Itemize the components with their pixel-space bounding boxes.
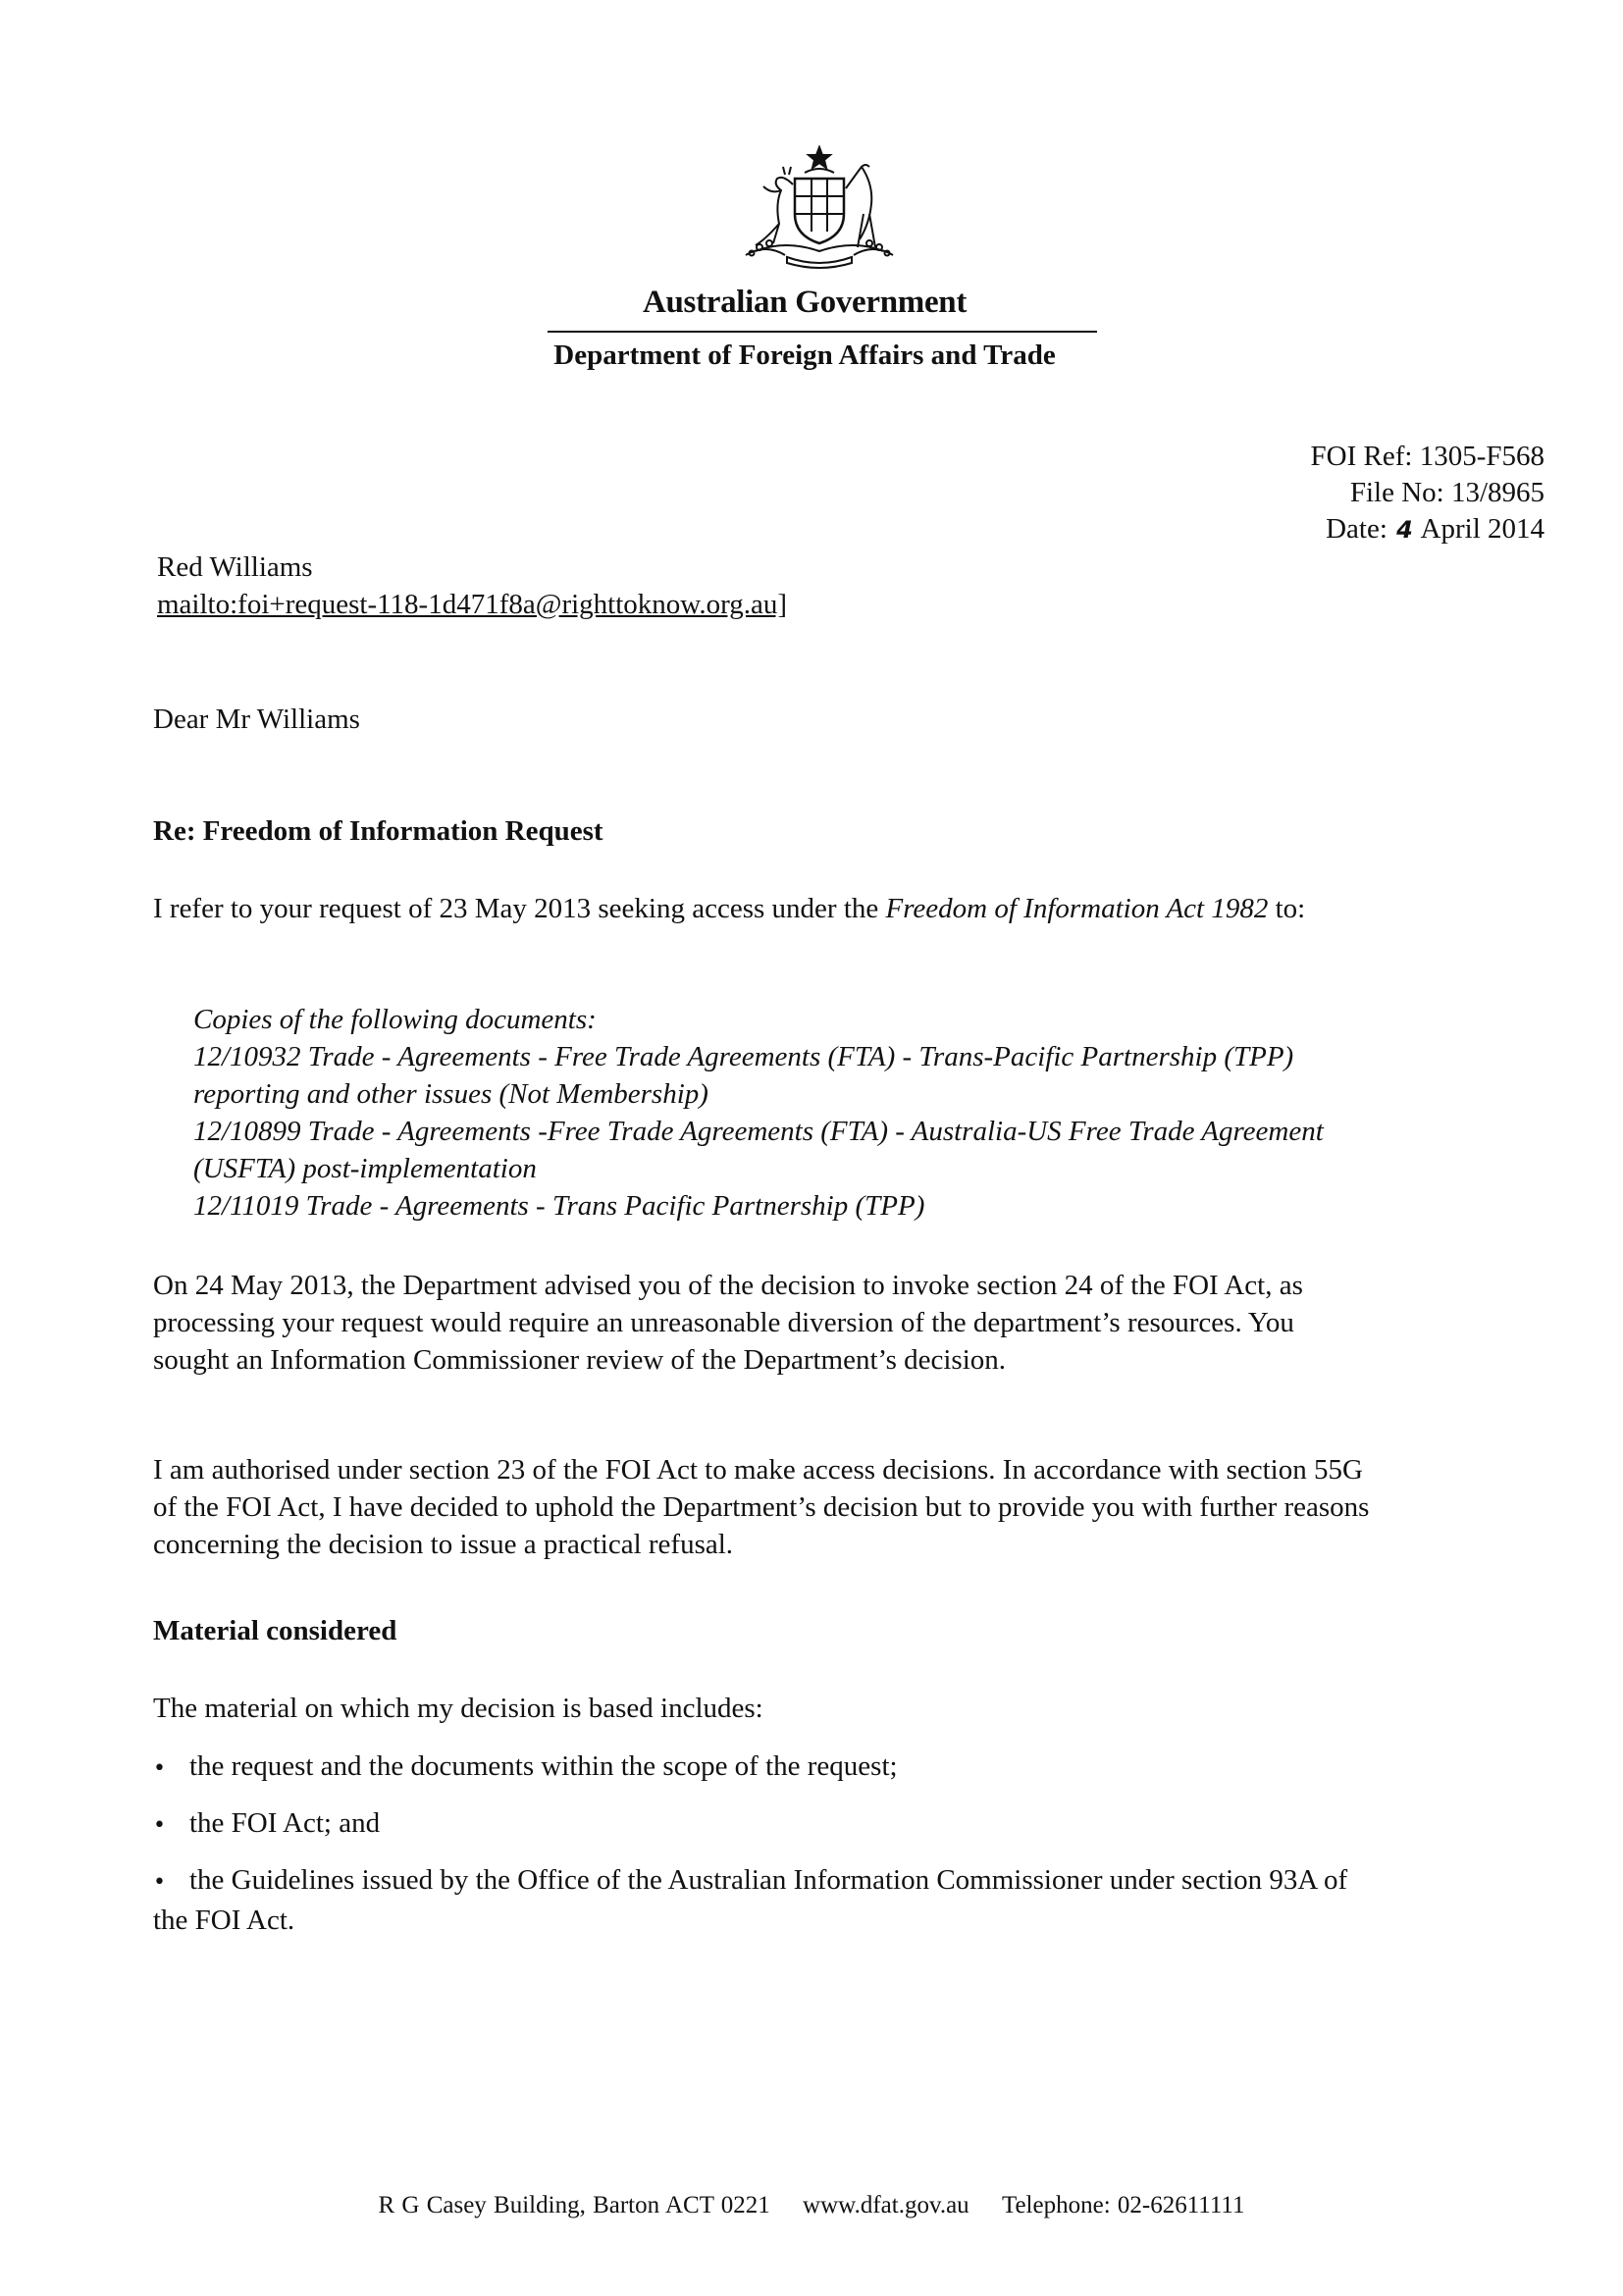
footer-telephone: Telephone: 02-62611111 <box>1001 2192 1245 2218</box>
date-day-handwritten: 4 <box>1396 516 1413 544</box>
bullet-icon: • <box>153 1813 166 1838</box>
act-name: Freedom of Information Act 1982 <box>885 893 1269 924</box>
decision-history-paragraph: On 24 May 2013, the Department advised you of the decision to invoke section 24 of the FOI Act, as processing your request would require an unreasonable diversion of the department’s resources. You sought an Information Commissioner review of the Department’s decision. <box>153 1270 1303 1376</box>
header-divider <box>548 331 1097 333</box>
requested-document-line: (USFTA) post-implementation <box>193 1153 537 1184</box>
material-considered-heading: Material considered <box>153 1615 397 1646</box>
addressee-block <box>157 548 787 623</box>
salutation: Dear Mr Williams <box>153 704 360 735</box>
letter-date <box>1311 511 1544 548</box>
requested-document-line: 12/10899 Trade - Agreements -Free Trade Agreements (FTA) - Australia-US Free Trade Agreement <box>193 1116 1324 1147</box>
letter-footer <box>0 2192 1623 2219</box>
footer-address: R G Casey Building, Barton ACT 0221 <box>378 2192 770 2218</box>
subject-heading: Re: Freedom of Information Request <box>153 815 603 847</box>
bullet-icon: • <box>153 1756 166 1781</box>
request-paragraph-end: to: <box>1268 893 1306 924</box>
date-label: Date: <box>1326 513 1387 545</box>
request-paragraph <box>153 890 1458 927</box>
department-name: Department of Foreign Affairs and Trade <box>553 339 1056 371</box>
requested-document-line: reporting and other issues (Not Membership) <box>193 1078 708 1110</box>
material-intro: The material on which my decision is based includes: <box>153 1693 763 1724</box>
requested-document-line: 12/11019 Trade - Agreements - Trans Pacific Partnership (TPP) <box>193 1190 925 1222</box>
material-list-item: • the FOI Act; and <box>153 1804 380 1845</box>
file-number: File No: 13/8965 <box>1349 477 1544 508</box>
addressee-name: Red Williams <box>157 551 313 583</box>
date-month-year: April 2014 <box>1420 513 1544 545</box>
bullet-icon: • <box>153 1870 166 1895</box>
material-list-item: • the Guidelines issued by the Office of the Australian Information Commissioner under section 93A of the FOI Act. <box>153 1864 1348 1936</box>
footer-website: www.dfat.gov.au <box>803 2192 969 2218</box>
material-list-item: • the request and the documents within the scope of the request; <box>153 1748 898 1788</box>
request-paragraph-start: I refer to your request of 23 May 2013 seeking access under the <box>153 893 886 924</box>
requested-document-line: 12/10932 Trade - Agreements - Free Trade Agreements (FTA) - Trans-Pacific Partnership (TPP) <box>193 1041 1294 1072</box>
addressee-email-link[interactable]: mailto:foi+request-118-1d471f8a@righttoknow.org.au] <box>157 589 787 620</box>
government-name: Australian Government <box>642 285 968 320</box>
reference-block <box>1311 439 1544 548</box>
requested-documents-list <box>193 1001 1567 1225</box>
requested-documents-intro: Copies of the following documents: <box>193 1004 597 1035</box>
australian-coat-of-arms-icon <box>726 145 913 271</box>
authority-paragraph: I am authorised under section 23 of the FOI Act to make access decisions. In accordance with section 55G of the FOI Act, I have decided to uphold the Department’s decision but to provide you with further reasons concerning the decision to issue a practical refusal. <box>153 1454 1370 1560</box>
foi-reference: FOI Ref: 1305-F568 <box>1310 441 1544 472</box>
